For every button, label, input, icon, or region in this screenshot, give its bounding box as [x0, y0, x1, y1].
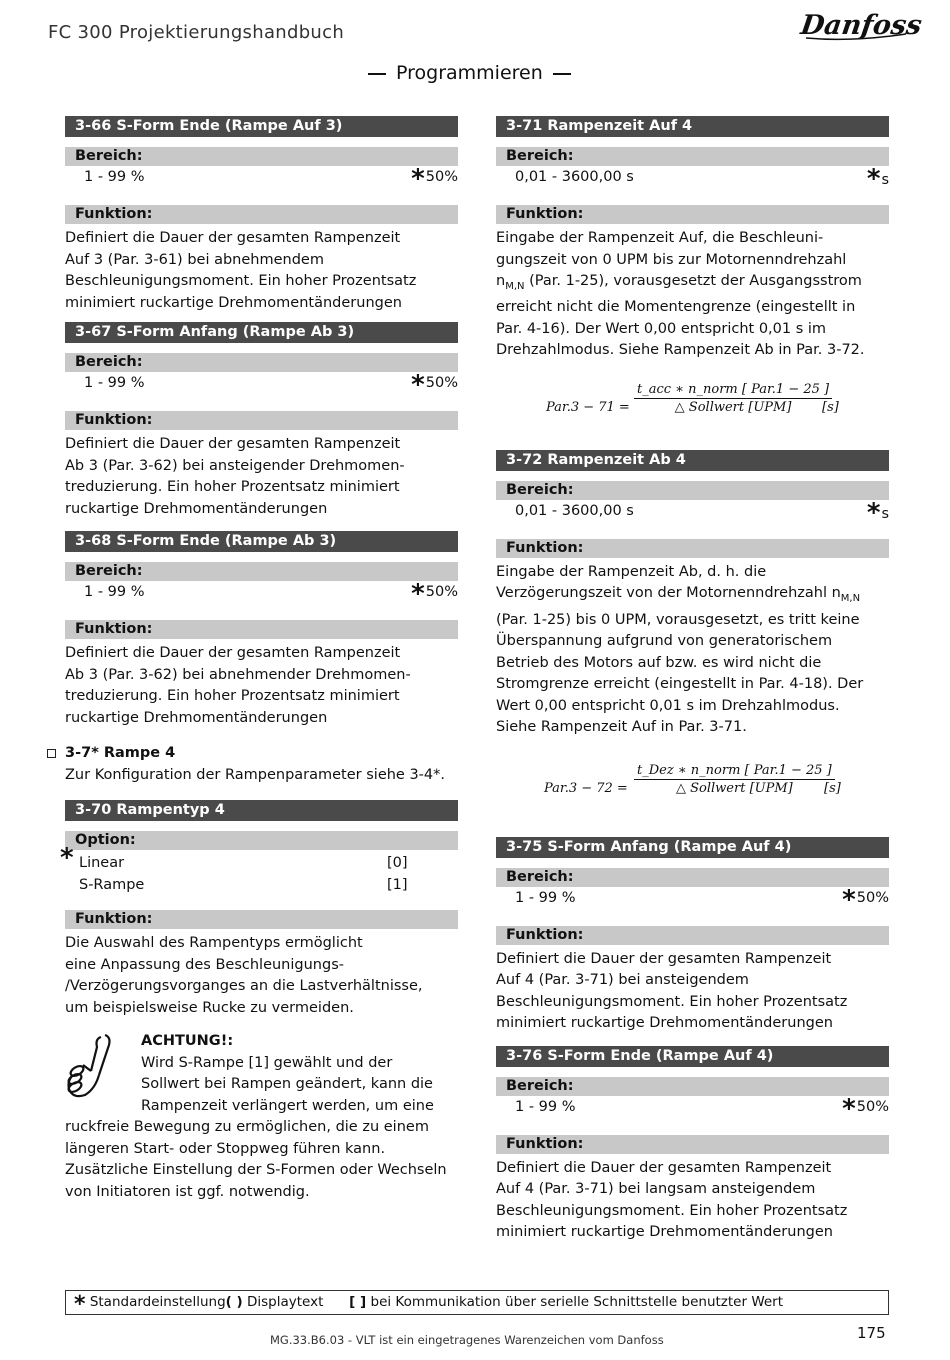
text-line: Sollwert bei Rampen geändert, kann die	[141, 1076, 433, 1092]
function-text	[65, 434, 458, 520]
function-heading: Funktion:	[65, 411, 458, 430]
text-line: Auf 4 (Par. 3-71) bei langsam ansteigendem	[496, 1181, 816, 1198]
default-value	[842, 1093, 889, 1124]
range-value: 0,01 - 3600,00 s	[515, 502, 634, 519]
param-3-70	[60, 800, 458, 1019]
default-star-icon: *	[411, 370, 425, 400]
param-heading: 3-67 S-Form Anfang (Rampe Ab 3)	[65, 322, 458, 343]
default-value	[866, 164, 889, 194]
text-line: Beschleunigungsmoment. Ein hoher Prozentsatz	[65, 273, 417, 289]
text-line: Überspannung aufgrund von generatorischem	[496, 633, 833, 650]
range-heading: Bereich:	[496, 147, 889, 166]
text-line: Eingabe der Rampenzeit Ab, d. h. die	[496, 563, 767, 580]
page-number: 175	[857, 1324, 886, 1342]
param-heading: 3-66 S-Form Ende (Rampe Auf 3)	[65, 116, 458, 137]
danfoss-logo	[798, 4, 924, 44]
formula-unit: [s]	[824, 780, 841, 796]
range-heading: Bereich:	[496, 1077, 889, 1096]
default-star-icon: *	[842, 1093, 856, 1124]
text-line: Siehe Rampenzeit Auf in Par. 3-71.	[496, 719, 747, 736]
text-line: längeren Start- oder Stoppweg führen kann.	[65, 1140, 386, 1157]
symbol-subscript: M,N	[840, 593, 861, 605]
text-line: Zusätzliche Einstellung der S-Formen oder Wechseln	[65, 1162, 447, 1178]
function-heading: Funktion:	[496, 539, 889, 558]
text-line: Eingabe der Rampenzeit Auf, die Beschleuni-	[496, 230, 824, 246]
text-line: Beschleunigungsmoment. Ein hoher Prozentsatz	[496, 1202, 848, 1219]
range-heading: Bereich:	[65, 353, 458, 372]
text-line	[496, 271, 889, 297]
text-line: Stromgrenze erreicht (eingestellt in Par. 4-18). Der	[496, 676, 864, 693]
formula-unit: [s]	[822, 399, 839, 415]
param-3-68	[65, 531, 458, 729]
range-value: 1 - 99 %	[84, 169, 145, 185]
param-3-66	[65, 116, 458, 314]
default-text: s	[881, 505, 889, 522]
legend-default-text: Standardeinstellung	[89, 1294, 226, 1310]
range-heading: Bereich:	[65, 562, 458, 581]
text-line: Definiert die Dauer der gesamten Rampenzeit	[65, 230, 401, 246]
right-column	[496, 116, 889, 1244]
text-line: Definiert die Dauer der gesamten Rampenzeit	[65, 645, 401, 661]
range-heading: Bereich:	[496, 868, 889, 887]
text-line: Definiert die Dauer der gesamten Rampenzeit	[65, 436, 401, 452]
svg-text:Danfoss: Danfoss	[798, 10, 924, 41]
option-label: S-Rampe	[79, 877, 145, 893]
group-description: Zur Konfiguration der Rampenparameter siehe 3-4*.	[65, 766, 446, 783]
text-line: Wird S-Rampe [1] gewählt und der	[141, 1054, 393, 1071]
text-line: Ab 3 (Par. 3-62) bei abnehmender Drehmomen-	[65, 666, 411, 683]
function-heading: Funktion:	[65, 910, 458, 929]
range-row	[496, 884, 889, 915]
formula-lhs: Par.3 − 72 =	[544, 780, 628, 796]
group-3-7	[65, 743, 458, 786]
param-heading: 3-71 Rampenzeit Auf 4	[496, 116, 889, 137]
function-text	[496, 949, 889, 1035]
function-heading: Funktion:	[65, 205, 458, 224]
text-line	[496, 583, 889, 609]
default-value	[411, 370, 458, 400]
symbol-subscript: M,N	[505, 280, 525, 292]
default-text: 50%	[425, 375, 458, 391]
checkbox-square-icon	[47, 749, 56, 758]
function-text	[496, 228, 889, 362]
text-line: treduzierung. Ein hoher Prozentsatz minimiert	[65, 688, 400, 704]
default-star-icon: *	[411, 164, 425, 194]
default-text: 50%	[425, 584, 458, 600]
function-heading: Funktion:	[65, 620, 458, 639]
range-value: 1 - 99 %	[515, 889, 576, 906]
default-value	[411, 164, 458, 194]
default-value	[411, 579, 458, 609]
formula-numerator: t_Dez ∗ n_norm [ Par.1 − 25 ]	[634, 763, 835, 780]
range-value: 1 - 99 %	[515, 1098, 576, 1115]
function-heading: Funktion:	[496, 205, 889, 224]
range-heading: Bereich:	[65, 147, 458, 166]
range-row	[65, 164, 458, 194]
range-row	[496, 497, 889, 528]
option-code: [0]	[387, 855, 408, 871]
range-row	[496, 1093, 889, 1124]
formula-3-72	[496, 763, 889, 823]
param-3-67	[65, 322, 458, 520]
default-star-icon: *	[60, 843, 74, 873]
param-heading: 3-76 S-Form Ende (Rampe Auf 4)	[496, 1046, 889, 1067]
legend-display-text: Displaytext	[247, 1294, 324, 1310]
text-line: treduzierung. Ein hoher Prozentsatz minimiert	[65, 479, 400, 495]
text-line: Auf 4 (Par. 3-71) bei ansteigendem	[496, 972, 749, 989]
formula-lhs: Par.3 − 71 =	[546, 399, 630, 415]
text-line: Betrieb des Motors auf bzw. es wird nicht die	[496, 654, 822, 671]
function-text	[65, 228, 458, 314]
text-line: gungszeit von 0 UPM bis zur Motornenndrehzahl	[496, 251, 847, 268]
param-heading: 3-68 S-Form Ende (Rampe Ab 3)	[65, 531, 458, 552]
text-line: Auf 3 (Par. 3-61) bei abnehmendem	[65, 251, 324, 268]
function-text	[65, 643, 458, 729]
text-line: Ab 3 (Par. 3-62) bei ansteigender Drehmomen-	[65, 457, 405, 474]
default-value	[866, 497, 889, 528]
default-star-icon: *	[866, 164, 881, 194]
range-row	[496, 164, 889, 194]
text-line: erreicht nicht die Momentengrenze (eingestellt in	[496, 299, 856, 316]
group-title-text: 3-7* Rampe 4	[65, 745, 176, 761]
function-text	[496, 562, 889, 739]
document-header-title: FC 300 Projektierungshandbuch	[48, 22, 345, 43]
default-star-icon: *	[842, 884, 856, 915]
option-label: Linear	[79, 855, 125, 871]
text-line: eine Anpassung des Beschleunigungs-	[65, 956, 344, 973]
formula-fraction	[634, 763, 835, 796]
range-row	[65, 579, 458, 609]
range-value: 1 - 99 %	[84, 375, 145, 391]
text-line: Rampenzeit verlängert werden, um eine	[141, 1097, 434, 1114]
text-fragment: Verzögerungszeit von der Motornenndrehzahl n	[496, 585, 841, 602]
symbol-n: n	[496, 273, 506, 289]
footer-trademark-note: MG.33.B6.03 - VLT ist ein eingetragenes Warenzeichen vom Danfoss	[270, 1333, 664, 1347]
option-row	[60, 843, 458, 874]
param-heading: 3-75 S-Form Anfang (Rampe Auf 4)	[496, 837, 889, 858]
legend-paren-symbol: ( )	[225, 1294, 243, 1310]
function-heading: Funktion:	[496, 926, 889, 945]
text-line: Par. 4-16). Der Wert 0,00 entspricht 0,01 s im	[496, 320, 827, 337]
text-line: Definiert die Dauer der gesamten Rampenzeit	[496, 950, 832, 967]
param-heading: 3-72 Rampenzeit Ab 4	[496, 450, 889, 471]
param-3-76	[496, 1046, 889, 1244]
legend-serial-text: bei Kommunikation über serielle Schnittstelle benutzter Wert	[370, 1294, 784, 1310]
default-value	[842, 884, 889, 915]
section-title	[368, 62, 571, 84]
legend-bar	[65, 1290, 889, 1315]
param-heading: 3-70 Rampentyp 4	[65, 800, 458, 821]
text-line: ruckfreie Bewegung zu ermöglichen, die zu einem	[65, 1119, 429, 1135]
default-star-icon: *	[866, 497, 881, 528]
formula-denominator: △ Sollwert [UPM]	[674, 399, 792, 415]
range-value: 1 - 99 %	[84, 584, 145, 600]
group-title	[65, 743, 458, 765]
formula-fraction	[634, 382, 832, 415]
param-3-71	[496, 116, 889, 442]
text-line: ruckartige Drehmomentänderungen	[65, 709, 328, 726]
range-value: 0,01 - 3600,00 s	[515, 169, 634, 185]
text-line: Beschleunigungsmoment. Ein hoher Prozentsatz	[496, 993, 848, 1010]
default-star-icon: *	[74, 1292, 86, 1317]
pointing-hand-icon	[65, 1031, 117, 1101]
text-line: (Par. 1-25) bis 0 UPM, vorausgesetzt, es tritt keine	[496, 611, 860, 628]
default-text: s	[881, 172, 889, 188]
text-fragment: (Par. 1-25), vorausgesetzt der Ausgangsstrom	[524, 273, 862, 289]
param-3-72	[496, 450, 889, 823]
default-text: 50%	[856, 889, 889, 906]
text-line: ruckartige Drehmomentänderungen	[65, 500, 328, 517]
title-dash-right	[553, 73, 571, 75]
default-text: 50%	[425, 169, 458, 185]
text-line: Drehzahlmodus. Siehe Rampenzeit Ab in Par. 3-72.	[496, 342, 865, 359]
section-title-text: Programmieren	[396, 62, 543, 84]
formula-denominator: △ Sollwert [UPM]	[676, 780, 793, 796]
text-line: minimiert ruckartige Drehmomentänderungen	[65, 294, 402, 311]
text-line: Definiert die Dauer der gesamten Rampenzeit	[496, 1159, 832, 1176]
range-row	[65, 370, 458, 400]
formula-numerator: t_acc ∗ n_norm [ Par.1 − 25 ]	[634, 382, 832, 399]
option-row	[65, 874, 458, 896]
function-text	[496, 1158, 889, 1244]
left-column	[60, 116, 458, 1203]
function-text	[65, 933, 458, 1019]
param-3-75	[496, 837, 889, 1035]
title-dash-left	[368, 73, 386, 75]
legend-bracket-symbol: [ ]	[349, 1294, 367, 1310]
option-code: [1]	[387, 877, 408, 893]
function-heading: Funktion:	[496, 1135, 889, 1154]
warning-title: ACHTUNG!:	[141, 1033, 234, 1049]
text-line: Wert 0,00 entspricht 0,01 s im Drehzahlmodus.	[496, 697, 840, 714]
text-line: um beispielsweise Rucke zu vermeiden.	[65, 999, 354, 1016]
default-text: 50%	[856, 1098, 889, 1115]
range-heading: Bereich:	[496, 481, 889, 500]
warning-note	[65, 1031, 458, 1203]
text-line: von Initiatoren ist ggf. notwendig.	[65, 1183, 310, 1200]
formula-3-71	[496, 382, 889, 442]
option-heading: Option:	[65, 831, 458, 850]
text-line: /Verzögerungsvorganges an die Lastverhältnisse,	[65, 978, 423, 994]
default-star-icon: *	[411, 579, 425, 609]
text-line: minimiert ruckartige Drehmomentänderungen	[496, 1015, 833, 1032]
text-line: Die Auswahl des Rampentyps ermöglicht	[65, 935, 363, 951]
text-line: minimiert ruckartige Drehmomentänderungen	[496, 1224, 833, 1241]
